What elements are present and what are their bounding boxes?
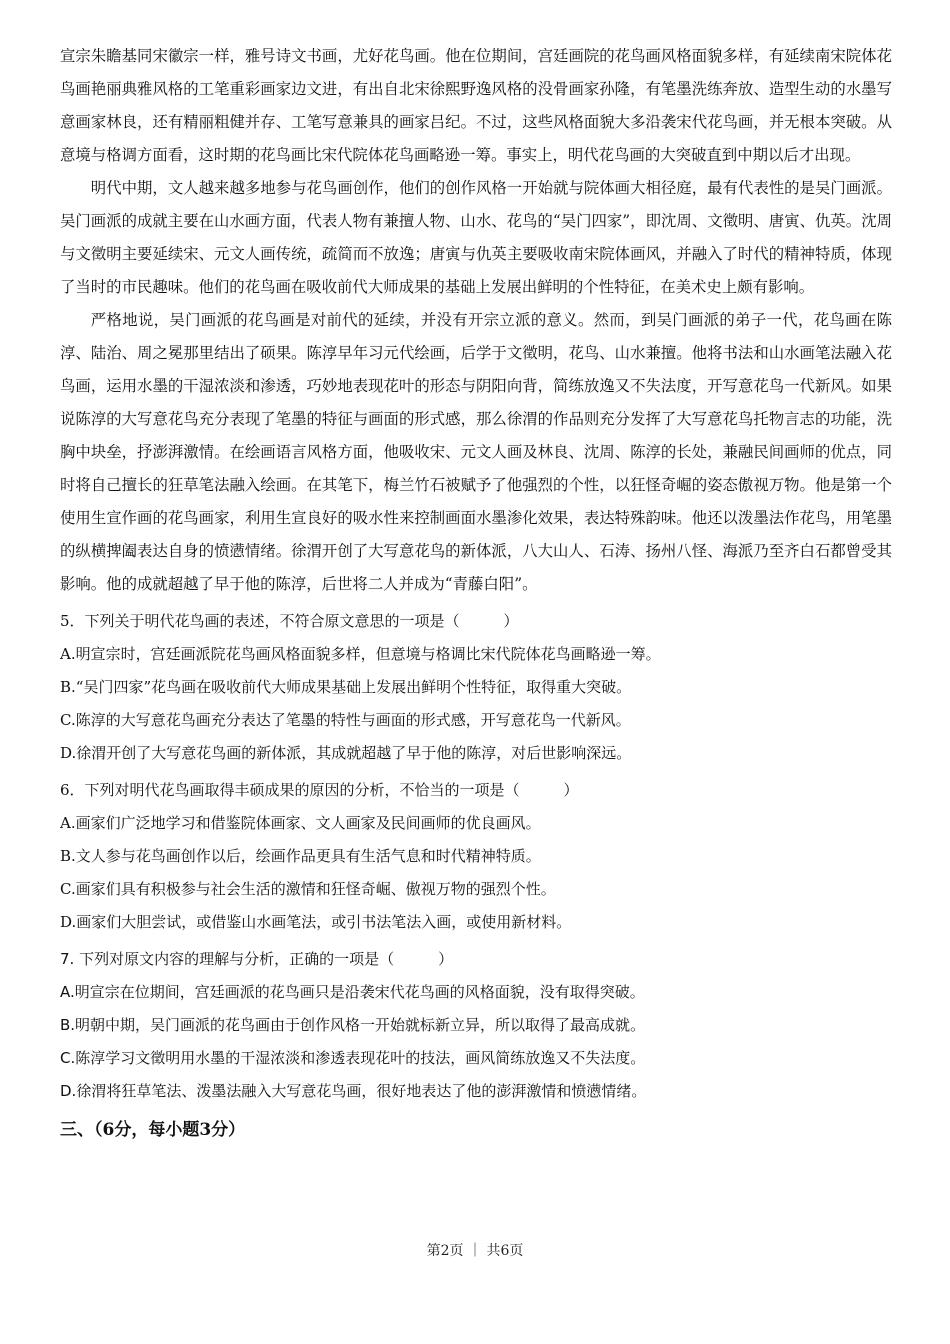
question-6-stem [60,774,892,807]
question-7-stem [60,943,892,976]
passage-paragraph-1: 宣宗朱瞻基同宋徽宗一样，雅号诗文书画，尤好花鸟画。他在位期间，宫廷画院的花鸟画风格面貌多样，有延续南宋院体花鸟画艳丽典雅风格的工笔重彩画家边文进，有出自北宋徐熙野逸风格的没骨画家孙隆，有笔墨洗练奔放、造型生动的水墨写意画家林良，还有精丽粗健并存、工笔写意兼具的画家吕纪。不过，这些风格面貌大多沿袭宋代花鸟画，并无根本突破。从意境与格调方面看，这时期的花鸟画比宋代院体花鸟画略逊一筹。事实上，明代花鸟画的大突破直到中期以后才出现。 [60,47,892,164]
section-heading: 三、（6分，每小题3分） [60,1120,246,1140]
exam-page [60,40,892,1150]
question-6-option-c: C.画家们具有积极参与社会生活的激情和狂怪奇崛、傲视万物的强烈个性。 [60,880,556,898]
question-7-stem-text: 7. 下列对原文内容的理解与分析，正确的一项是（ [60,950,395,968]
passage-paragraph-3: 严格地说，吴门画派的花鸟画是对前代的延续，并没有开宗立派的意义。然而，到吴门画派的弟子一代，花鸟画在陈淳、陆治、周之冕那里结出了硕果。陈淳早年习元代绘画，后学于文徵明，花鸟、山水兼擅。他将书法和山水画笔法融入花鸟画，运用水墨的干湿浓淡和渗透，巧妙地表现花叶的形态与阴阳向背，简练放逸又不失法度，开写意花鸟一代新风。如果说陈淳的大写意花鸟充分表现了笔墨的特征与画面的形式感，那么徐渭的作品则充分发挥了大写意花鸟托物言志的功能，洗胸中块垒，抒澎湃激情。在绘画语言风格方面，他吸收宋、元文人画及林良、沈周、陈淳的长处，兼融民间画师的优点，同时将自己擅长的狂草笔法融入绘画。在其笔下，梅兰竹石被赋予了他强烈的个性，以狂怪奇崛的姿态傲视万物。他是第一个使用生宣作画的花鸟画家，利用生宣良好的吸水性来控制画面水墨渗化效果，表达特殊韵味。他还以泼墨法作花鸟，用笔墨的纵横捭阖表达自身的愤懑情绪。徐渭开创了大写意花鸟的新体派，八大山人、石涛、扬州八怪、海派乃至齐白石都曾受其影响。他的成就超越了早于他的陈淳，后世将二人并成为“青藤白阳”。 [60,311,892,593]
question-5-option-c: C.陈淳的大写意花鸟画充分表达了笔墨的特性与画面的形式感，开写意花鸟一代新风。 [60,711,631,729]
question-6 [60,774,892,939]
question-6-option-a: A.画家们广泛地学习和借鉴院体画家、文人画家及民间画师的优良画风。 [60,814,541,832]
question-6-option-b: B.文人参与花鸟画创作以后，绘画作品更具有生活气息和时代精神特质。 [60,847,541,865]
question-6-stem-text: 6．下列对明代花鸟画取得丰硕成果的原因的分析，不恰当的一项是（ [60,781,520,799]
question-5 [60,605,892,770]
question-7-option-d: D.徐渭将狂草笔法、泼墨法融入大写意花鸟画，很好地表达了他的澎湃激情和愤懑情绪。 [60,1082,647,1100]
passage-paragraph-2: 明代中期，文人越来越多地参与花鸟画创作，他们的创作风格一开始就与院体画大相径庭，最有代表性的是吴门画派。吴门画派的成就主要在山水画方面，代表人物有兼擅人物、山水、花鸟的“吴门四家”，即沈周、文徵明、唐寅、仇英。沈周与文徵明主要延续宋、元文人画传统，疏简而不放逸；唐寅与仇英主要吸收南宋院体画风，并融入了时代的精神特质，体现了当时的市民趣味。他们的花鸟画在吸收前代大师成果的基础上发展出鲜明的个性特征，在美术史上颇有影响。 [60,179,892,296]
question-5-stem [60,605,892,638]
question-7-option-b: B.明朝中期，吴门画派的花鸟画由于创作风格一开始就标新立异，所以取得了最高成就。 [60,1016,646,1034]
question-5-option-a: A.明宣宗时，宫廷画派院花鸟画风格面貌多样，但意境与格调比宋代院体花鸟画略逊一筹。 [60,645,661,663]
question-7-option-c: C.陈淳学习文徵明用水墨的干湿浓淡和渗透表现花叶的技法，画风简练放逸又不失法度。 [60,1049,646,1067]
question-7 [60,943,892,1108]
question-7-option-a: A.明宣宗在位期间，宫廷画派的花鸟画只是沿袭宋代花鸟画的风格面貌，没有取得突破。 [60,983,645,1001]
page-footer: 第2页 ｜ 共6页 [426,1243,524,1259]
question-6-option-d: D.画家们大胆尝试，或借鉴山水画笔法，或引书法笔法入画，或使用新材料。 [60,913,572,931]
question-7-stem-close: ） [438,950,454,968]
question-5-option-d: D.徐渭开创了大写意花鸟画的新体派，其成就超越了早于他的陈淳，对后世影响深远。 [60,744,632,762]
question-5-stem-close: ） [503,612,519,630]
question-6-stem-close: ） [563,781,579,799]
question-5-option-b: B.“吴门四家”花鸟画在吸收前代大师成果基础上发展出鲜明个性特征，取得重大突破。 [60,678,632,696]
question-5-stem-text: 5．下列关于明代花鸟画的表述，不符合原文意思的一项是（ [60,612,460,630]
